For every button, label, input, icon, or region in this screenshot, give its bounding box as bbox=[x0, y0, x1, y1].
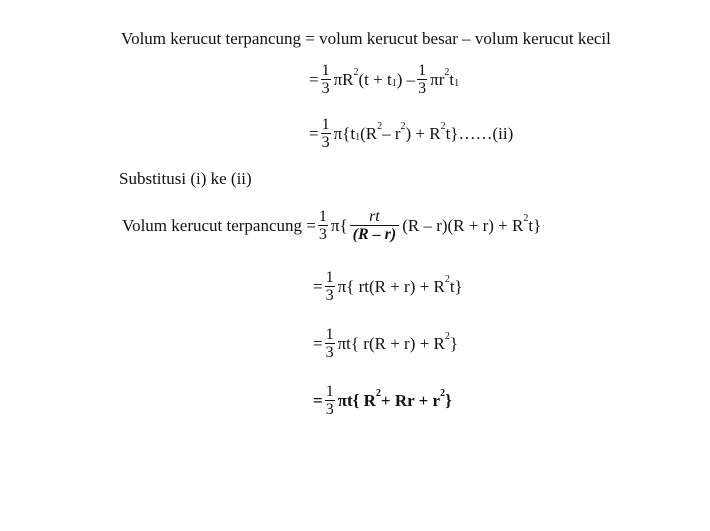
equation-step-1: = $\frac{1}{3}$ πR 2 (t + t 1 ) – $\frac{1}{3}$ πr 2 t 1 bbox=[309, 62, 460, 97]
equation-step-6-result: = $\frac{1}{3}$ πt{ R 2 + Rr + r 2 } bbox=[313, 383, 452, 418]
fraction-one-third: $\frac{1}{3}$ bbox=[325, 326, 334, 361]
equation-step-5: = $\frac{1}{3}$ πt{ r(R + r) + R 2 } bbox=[313, 326, 458, 361]
equals-sign: = bbox=[313, 390, 323, 410]
equals-sign: = bbox=[309, 123, 319, 143]
fraction-one-third: $\frac{1}{3}$ bbox=[418, 62, 427, 97]
substitution-label: Substitusi (i) ke (ii) bbox=[119, 169, 252, 188]
fraction-one-third: $\frac{1}{3}$ bbox=[318, 208, 327, 243]
equation-step-3: Volum kerucut terpancung = $\frac{1}{3}$ π{ $\frac{rt}{(R - r)}$ (R – r)(R + r) + R 2 t} bbox=[122, 208, 542, 243]
equals-sign: = bbox=[306, 215, 316, 235]
heading-line: Volum kerucut terpancung = volum kerucut besar – volum kerucut kecil bbox=[121, 29, 611, 48]
equation-label: Volum kerucut terpancung bbox=[122, 215, 303, 235]
equation-step-4: = $\frac{1}{3}$ π{ rt(R + r) + R 2 t} bbox=[313, 269, 463, 304]
equals-sign: = bbox=[313, 333, 323, 353]
fraction-one-third: $\frac{1}{3}$ bbox=[321, 62, 330, 97]
fraction-rt-over-r-minus-r: $\frac{rt}{(R - r)}$ bbox=[350, 208, 400, 243]
equation-step-2: = $\frac{1}{3}$ π{t 1 (R 2 – r 2 ) + R 2 t}……(ii) bbox=[309, 116, 514, 151]
equals-sign: = bbox=[309, 69, 319, 89]
fraction-one-third: $\frac{1}{3}$ bbox=[321, 116, 330, 151]
fraction-one-third: $\frac{1}{3}$ bbox=[325, 383, 334, 418]
fraction-one-third: $\frac{1}{3}$ bbox=[325, 269, 334, 304]
equals-sign: = bbox=[313, 276, 323, 296]
